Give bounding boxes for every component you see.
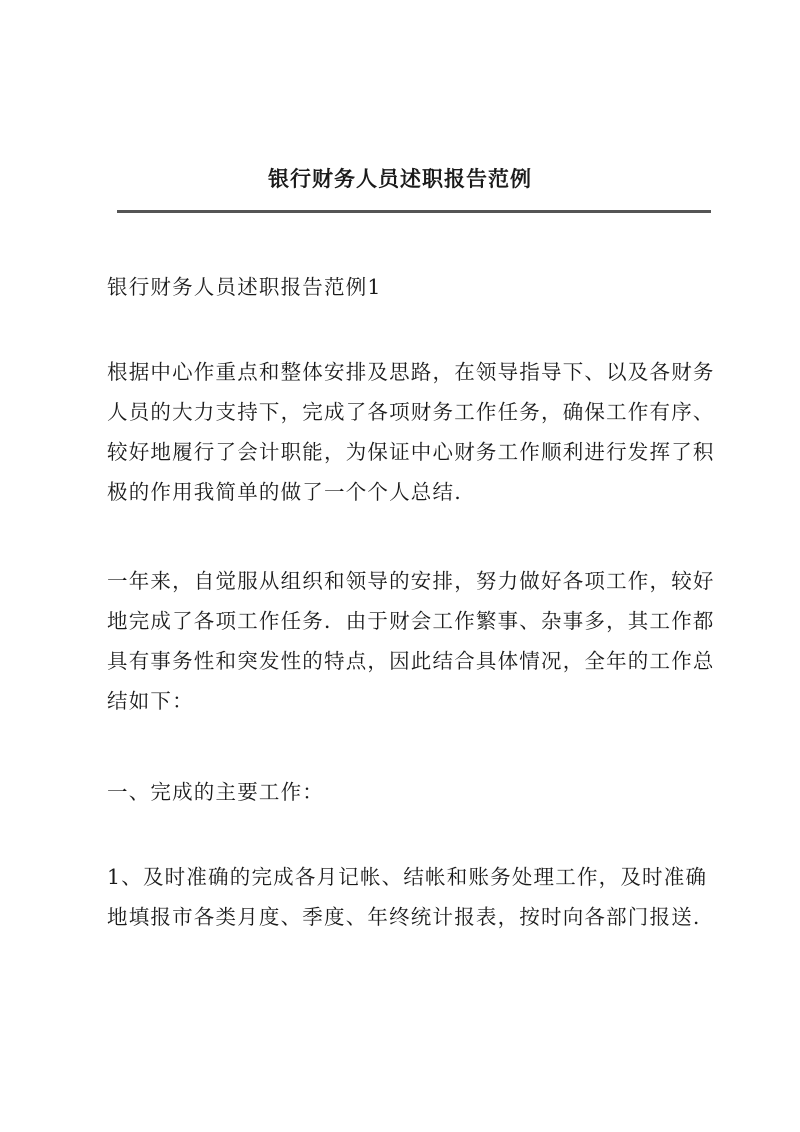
paragraph-line: 一年来，自觉服从组织和领导的安排，努力做好各项工作，较好 (107, 569, 715, 593)
paragraph-line: 人员的大力支持下，完成了各项财务工作任务，确保工作有序、 (107, 400, 715, 424)
title-divider (117, 210, 711, 213)
paragraph-1 (107, 352, 715, 512)
document-title: 银行财务人员述职报告范例 (268, 166, 532, 191)
paragraph-line: 地填报市各类月度、季度、年终统计报表，按时向各部门报送. (107, 905, 701, 929)
paragraph-line: 1、及时准确的完成各月记帐、结帐和账务处理工作，及时准确 (107, 865, 708, 889)
paragraph-line: 地完成了各项工作任务．由于财会工作繁事、杂事多，其工作都 (107, 609, 715, 633)
paragraph-line: 较好地履行了会计职能，为保证中心财务工作顺利进行发挥了积 (107, 440, 715, 464)
paragraph-2 (107, 561, 715, 721)
list-item-1 (107, 857, 707, 937)
paragraph-line: 结如下： (107, 689, 194, 713)
document-subtitle: 银行财务人员述职报告范例1 (107, 275, 382, 299)
paragraph-line: 极的作用我简单的做了一个个人总结. (107, 480, 462, 504)
paragraph-line: 根据中心作重点和整体安排及思路，在领导指导下、以及各财务 (107, 360, 715, 384)
paragraph-line: 具有事务性和突发性的特点，因此结合具体情况，全年的工作总 (107, 649, 715, 673)
section-heading: 一、完成的主要工作： (107, 780, 324, 804)
